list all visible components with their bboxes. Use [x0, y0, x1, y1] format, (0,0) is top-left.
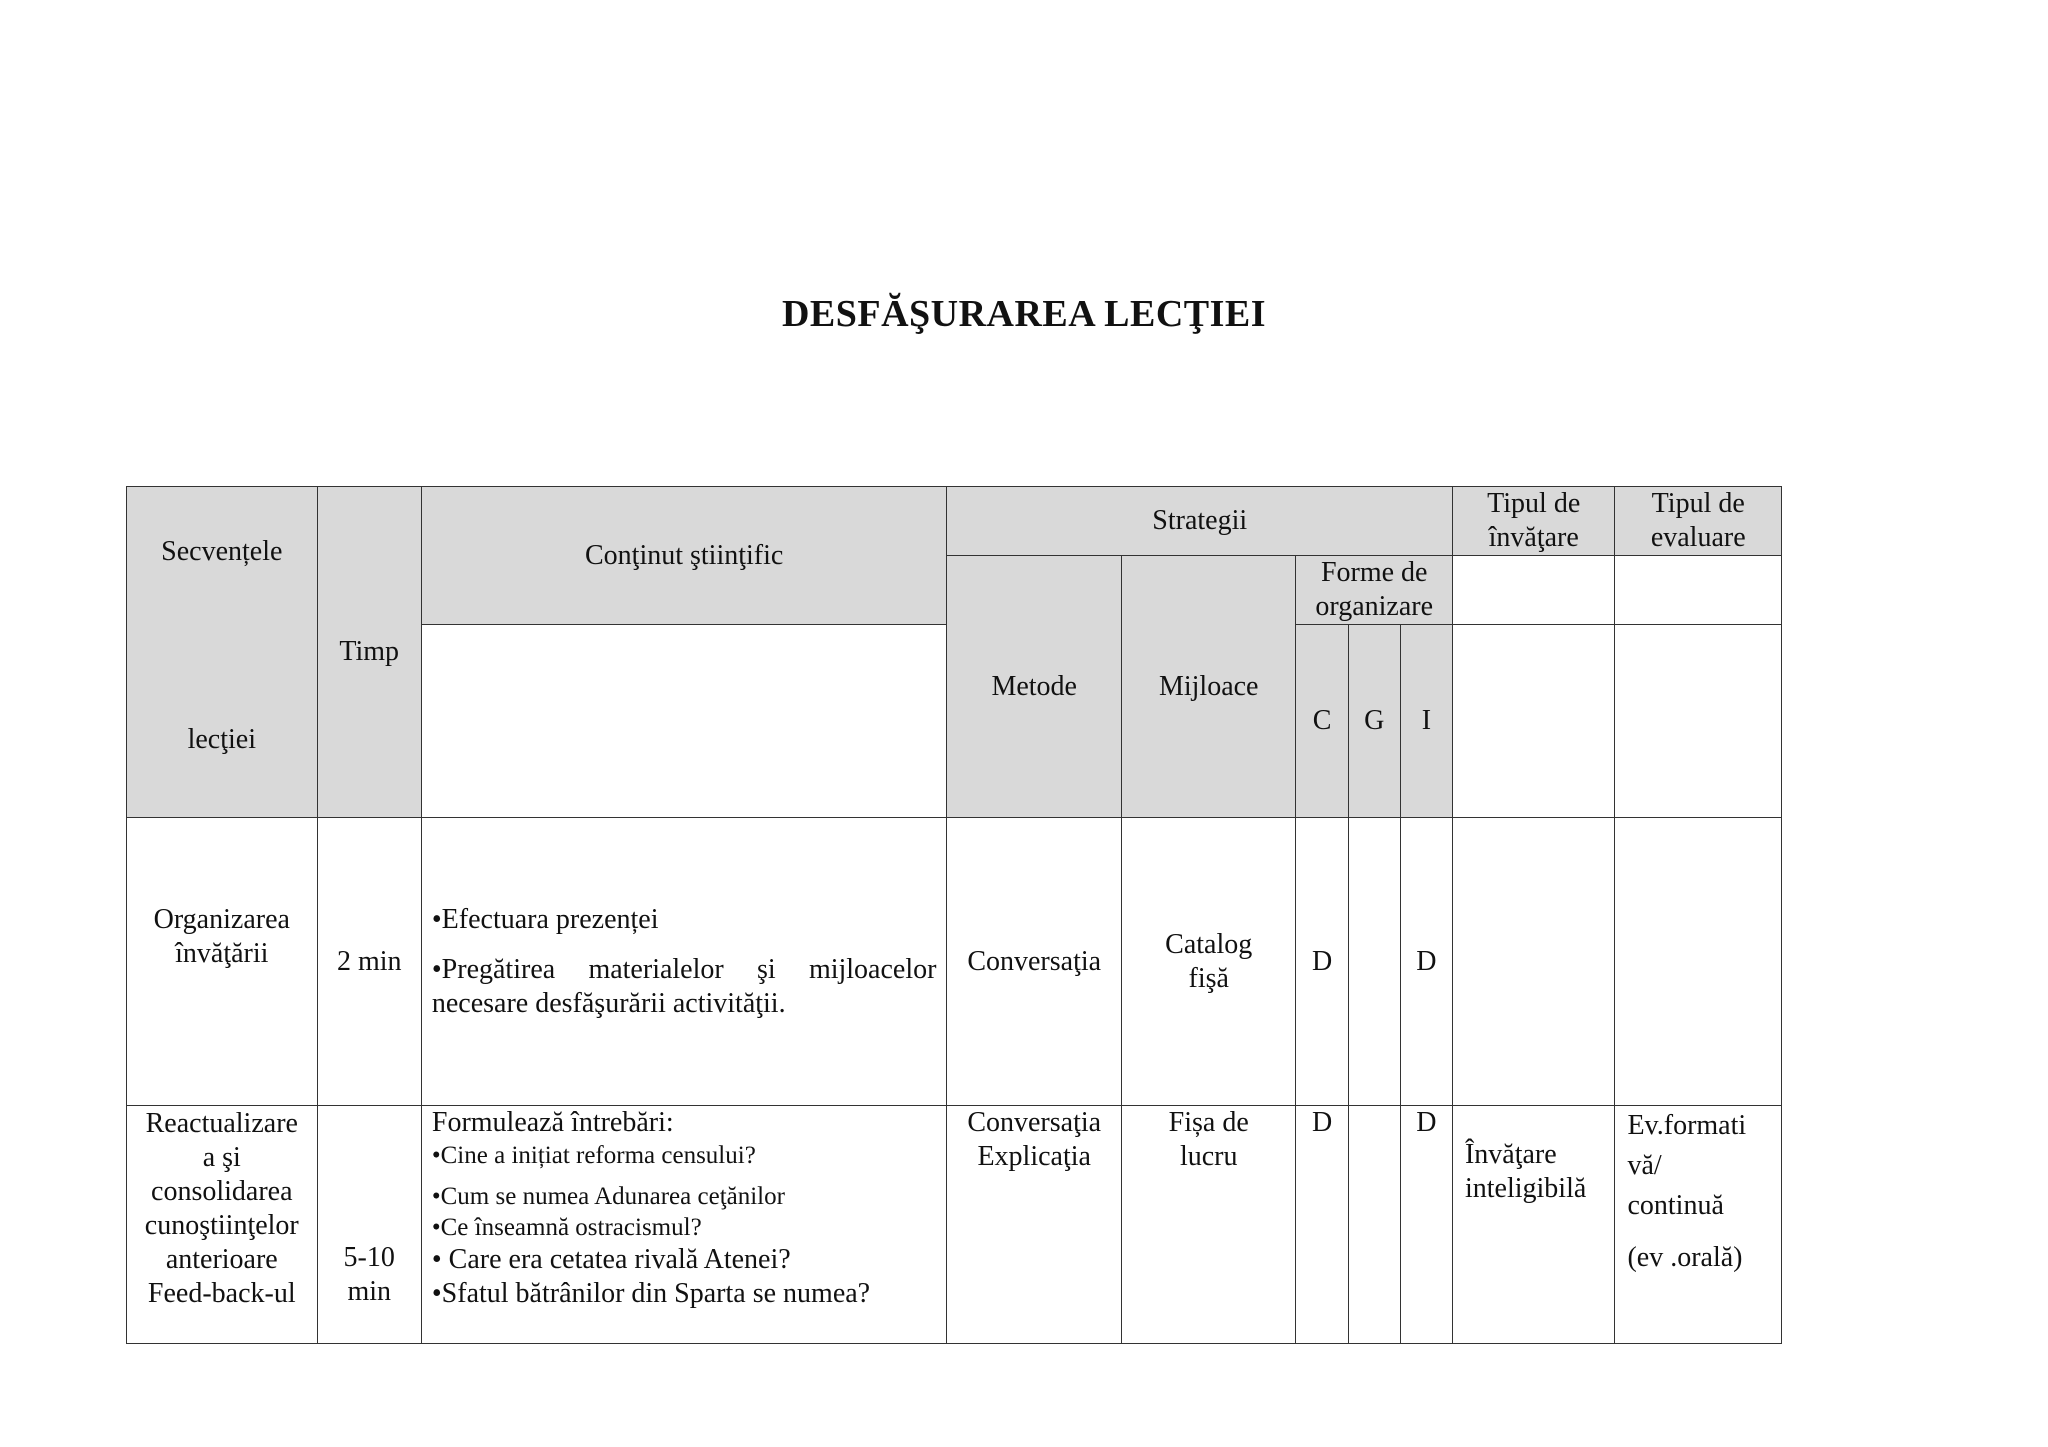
list-item: •Efectuara prezenței	[431, 903, 659, 935]
g-cell	[1348, 1106, 1400, 1344]
timp-cell: 2 min	[317, 818, 421, 1106]
mijloace-cell: Catalog fişă	[1121, 818, 1296, 1106]
list-item: •Sfatul bătrânilor din Sparta se numea?	[431, 1278, 871, 1309]
metode-cell: Conversaţia	[947, 818, 1122, 1106]
header-c: C	[1296, 625, 1348, 818]
header-forme-organizare: Forme de organizare	[1296, 556, 1452, 625]
timp-cell: 5-10 min	[317, 1106, 421, 1344]
g-cell	[1348, 818, 1400, 1106]
page-title: DESFĂŞURAREA LECŢIEI	[781, 293, 1267, 335]
empty-cell	[1452, 556, 1614, 625]
header-secventele: Secvențele lecţiei	[127, 487, 318, 818]
header-strategii: Strategii	[947, 487, 1453, 556]
list-item: • Care era cetatea rivală Atenei?	[431, 1244, 791, 1275]
continut-cell	[421, 1106, 947, 1344]
table-row	[127, 818, 1782, 1106]
metode-cell: Conversaţia Explicaţia	[947, 1106, 1122, 1344]
header-metode: Metode	[947, 556, 1122, 818]
i-cell: D	[1400, 818, 1452, 1106]
i-cell: D	[1400, 1106, 1452, 1344]
continut-title: Formulează întrebări:	[431, 1107, 674, 1138]
tip-evaluare-cell	[1615, 818, 1782, 1106]
tip-invatare-cell	[1452, 818, 1614, 1106]
tip-evaluare-cell: Ev.formati vă/ continuă (ev .orală)	[1615, 1106, 1782, 1344]
c-cell: D	[1296, 1106, 1348, 1344]
header-timp: Timp	[317, 487, 421, 818]
table-row	[127, 1106, 1782, 1344]
header-mijloace: Mijloace	[1121, 556, 1296, 818]
secventa-cell: Organizarea învăţării	[127, 818, 318, 1106]
header-tipul-invatare: Tipul de învăţare	[1452, 487, 1614, 556]
empty-cell	[1615, 625, 1782, 818]
tip-invatare-cell: Învăţare inteligibilă	[1452, 1106, 1614, 1344]
list-item: •Pregătirea materialelor şi mijloacelor necesare desfăşurării activităţii.	[431, 953, 937, 1019]
header-tipul-evaluare: Tipul de evaluare	[1615, 487, 1782, 556]
secventa-cell: Reactualizare a şi consolidarea cunoştiinţelor anterioare Feed-back-ul	[127, 1106, 318, 1344]
header-g: G	[1348, 625, 1400, 818]
header-continut: Conţinut ştiinţific	[421, 487, 947, 625]
continut-cell	[421, 818, 947, 1106]
empty-cell	[1615, 556, 1782, 625]
header-i: I	[1400, 625, 1452, 818]
mijloace-cell: Fișa de lucru	[1121, 1106, 1296, 1344]
empty-cell	[421, 625, 947, 818]
lesson-table	[126, 486, 1782, 1344]
list-item: •Cine a inițiat reforma censului?	[431, 1142, 756, 1169]
list-item: •Ce înseamnă ostracismul?	[431, 1214, 702, 1241]
c-cell: D	[1296, 818, 1348, 1106]
empty-cell	[1452, 625, 1614, 818]
list-item: •Cum se numea Adunarea ceţănilor	[431, 1183, 785, 1210]
